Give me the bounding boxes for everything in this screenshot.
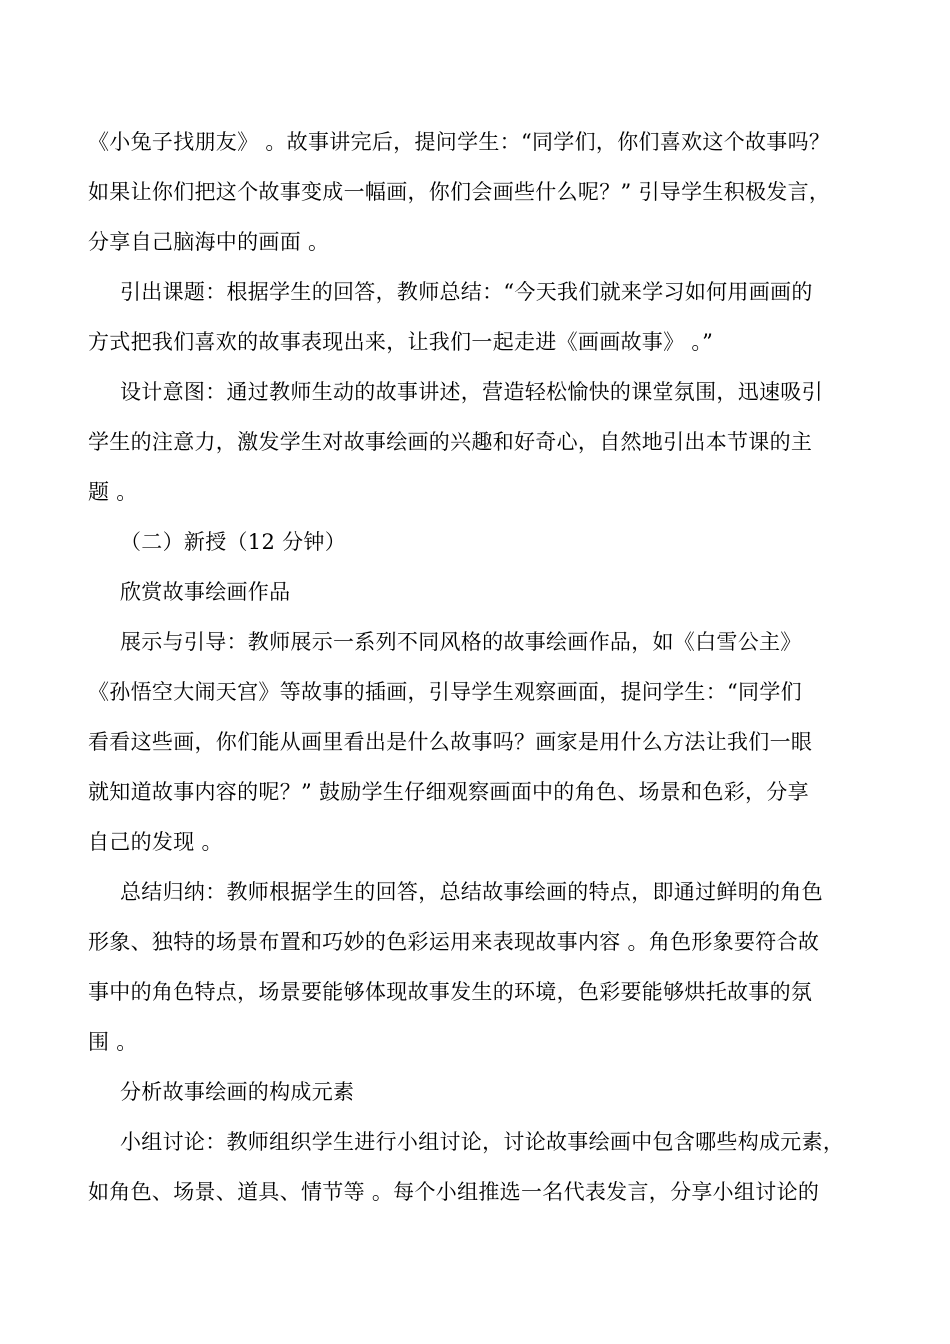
text-line: 《小兔子找朋友》 。故事讲完后，提问学生：“同学们，你们喜欢这个故事吗？ [88, 130, 831, 154]
text-line: 如果让你们把这个故事变成一幅画，你们会画些什么呢？” 引导学生积极发言， [88, 180, 831, 204]
text-line: 设计意图：通过教师生动的故事讲述，营造轻松愉快的课堂氛围，迅速吸引 [120, 380, 823, 404]
text-line: 学生的注意力，激发学生对故事绘画的兴趣和好奇心，自然地引出本节课的主 [88, 430, 813, 454]
text-line: 小组讨论：教师组织学生进行小组讨论，讨论故事绘画中包含哪些构成元素， [120, 1130, 845, 1154]
text-line: 如角色、场景、道具、情节等 。每个小组推选一名代表发言，分享小组讨论的 [88, 1180, 820, 1204]
text-line: 题 。 [88, 480, 138, 504]
subsection-heading: 分析故事绘画的构成元素 [120, 1080, 355, 1104]
text-line: 形象、独特的场景布置和巧妙的色彩运用来表现故事内容 。角色形象要符合故 [88, 930, 820, 954]
text-line: 围 。 [88, 1030, 138, 1054]
subsection-heading: 欣赏故事绘画作品 [120, 580, 291, 604]
text-line: 《孙悟空大闹天宫》等故事的插画，引导学生观察画面，提问学生：“同学们 [88, 680, 802, 704]
text-line: 方式把我们喜欢的故事表现出来，让我们一起走进《画画故事》 。” [88, 330, 714, 354]
text-line: 总结归纳：教师根据学生的回答，总结故事绘画的特点，即通过鲜明的角色 [120, 880, 823, 904]
text-line: 就知道故事内容的呢？” 鼓励学生仔细观察画面中的角色、场景和色彩，分享 [88, 780, 809, 804]
text-line: 看看这些画，你们能从画里看出是什么故事吗？画家是用什么方法让我们一眼 [88, 730, 813, 754]
text-line: 引出课题：根据学生的回答，教师总结：“今天我们就来学习如何用画画的 [120, 280, 813, 304]
section-heading: （二）新授（12 分钟） [120, 530, 346, 554]
text-line: 事中的角色特点，场景要能够体现故事发生的环境，色彩要能够烘托故事的氛 [88, 980, 813, 1004]
text-line: 分享自己脑海中的画面 。 [88, 230, 330, 254]
text-line: 自己的发现 。 [88, 830, 223, 854]
text-line: 展示与引导：教师展示一系列不同风格的故事绘画作品，如《白雪公主》 [120, 630, 802, 654]
